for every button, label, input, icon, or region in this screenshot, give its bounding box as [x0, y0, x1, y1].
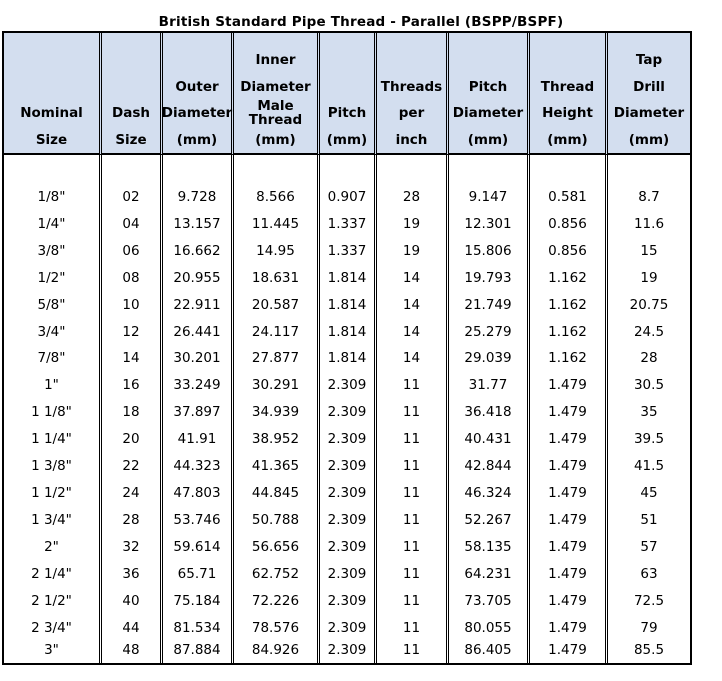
column-header-line: Diameter	[613, 105, 685, 121]
cell-tpi: 14	[377, 265, 449, 292]
column-header-line: Tap	[635, 52, 663, 68]
cell-tpi: 11	[377, 534, 449, 561]
cell-tpi: 11	[377, 561, 449, 588]
cell-inner: 62.752	[234, 561, 320, 588]
cell-height: 1.479	[530, 480, 608, 507]
cell-tpi: 19	[377, 238, 449, 265]
cell-inner: 30.291	[234, 372, 320, 399]
cell-height: 1.479	[530, 372, 608, 399]
cell-inner: 34.939	[234, 399, 320, 426]
cell-tap: 11.6	[633, 215, 665, 232]
table-row	[4, 426, 690, 453]
table-row	[4, 641, 690, 663]
cell-tap: 8.7	[638, 189, 660, 205]
table-header-row	[4, 33, 690, 155]
cell-pitch: 2.309	[320, 615, 377, 642]
table-row	[4, 453, 690, 480]
cell-nominal: 2 1/2"	[4, 588, 102, 615]
table-row	[4, 211, 690, 238]
cell-pitch_dia: 36.418	[449, 399, 530, 426]
cell-height: 0.856	[530, 211, 608, 238]
cell-pitch: 1.814	[320, 319, 377, 346]
cell-inner: 38.952	[234, 426, 320, 453]
spacer-cell	[320, 155, 377, 184]
cell-inner: 56.656	[234, 534, 320, 561]
cell-tpi: 11	[377, 372, 449, 399]
column-header-height	[530, 33, 608, 155]
column-header-line: (mm)	[547, 131, 588, 148]
cell-dash: 32	[102, 534, 163, 561]
cell-tap: 20.75	[629, 296, 669, 313]
column-header-line: Height	[542, 105, 593, 121]
cell-pitch: 2.309	[320, 453, 377, 480]
spacer-cell	[4, 155, 102, 184]
cell-nominal: 7/8"	[4, 345, 102, 372]
cell-height: 0.856	[530, 238, 608, 265]
cell-tap: 35	[640, 404, 658, 421]
cell-pitch_dia: 73.705	[449, 588, 530, 615]
cell-pitch_dia: 42.844	[449, 453, 530, 480]
cell-dash: 02	[102, 184, 163, 211]
cell-pitch: 2.309	[320, 426, 377, 453]
table-row	[4, 399, 690, 426]
cell-pitch_dia: 31.77	[449, 372, 530, 399]
column-header-pitch	[320, 33, 377, 155]
cell-height: 1.479	[530, 399, 608, 426]
cell-tpi: 11	[377, 453, 449, 480]
cell-nominal: 1/2"	[4, 265, 102, 292]
cell-height: 1.479	[530, 641, 608, 663]
cell-pitch_dia: 19.793	[449, 265, 530, 292]
column-header-line: Size	[115, 131, 147, 148]
cell-dash: 04	[102, 211, 163, 238]
table-row	[4, 507, 690, 534]
column-header-line: (mm)	[628, 131, 670, 148]
cell-tpi: 28	[377, 184, 449, 211]
cell-dash: 18	[102, 399, 163, 426]
column-header-line: Diameter	[452, 105, 524, 121]
column-header-line: Thread	[540, 78, 595, 95]
cell-height: 1.479	[530, 588, 608, 615]
cell-dash: 20	[102, 426, 163, 453]
cell-inner: 72.226	[234, 588, 320, 615]
table-row	[4, 345, 690, 372]
cell-tap: 28	[640, 350, 658, 367]
cell-height: 1.162	[530, 265, 608, 292]
cell-tap: 45	[640, 484, 658, 501]
spacer-cell	[234, 155, 320, 184]
column-header-outer	[163, 33, 234, 155]
cell-pitch_dia: 86.405	[449, 641, 530, 663]
column-header-line: Drill	[633, 78, 665, 95]
spacer-cell	[163, 155, 234, 184]
table-row	[4, 480, 690, 507]
cell-pitch: 2.309	[320, 480, 377, 507]
cell-height: 1.162	[530, 319, 608, 346]
column-header-line: (mm)	[326, 131, 368, 148]
cell-inner: 41.365	[234, 453, 320, 480]
column-header-line: (mm)	[255, 131, 296, 148]
cell-tap: 85.5	[633, 642, 665, 659]
cell-outer: 30.201	[163, 345, 234, 372]
cell-dash: 12	[102, 319, 163, 346]
cell-height: 0.581	[530, 184, 608, 211]
cell-outer: 41.91	[163, 426, 234, 453]
cell-pitch: 2.309	[320, 641, 377, 663]
cell-tap: 72.5	[633, 592, 665, 609]
bspp-thread-table	[2, 31, 692, 665]
cell-pitch_dia: 15.806	[449, 238, 530, 265]
cell-tap: 79	[640, 619, 658, 636]
cell-inner: 24.117	[234, 319, 320, 346]
cell-nominal: 2 1/4"	[4, 561, 102, 588]
column-header-line: Inner	[255, 52, 296, 68]
cell-outer: 81.534	[163, 615, 234, 642]
cell-outer: 33.249	[163, 372, 234, 399]
cell-pitch: 1.814	[320, 265, 377, 292]
cell-pitch_dia: 58.135	[449, 534, 530, 561]
column-header-nominal	[4, 33, 102, 155]
cell-pitch: 2.309	[320, 534, 377, 561]
cell-tap: 41.5	[633, 458, 665, 475]
cell-outer: 75.184	[163, 588, 234, 615]
cell-dash: 44	[102, 615, 163, 642]
cell-pitch: 1.814	[320, 292, 377, 319]
table-title: British Standard Pipe Thread - Parallel (BSPP/BSPF)	[158, 14, 564, 30]
cell-tap: 15	[640, 242, 658, 259]
cell-tpi: 11	[377, 588, 449, 615]
cell-dash: 28	[102, 507, 163, 534]
cell-height: 1.479	[530, 453, 608, 480]
spacer-cell	[530, 155, 608, 184]
cell-outer: 26.441	[163, 319, 234, 346]
table-row	[4, 588, 690, 615]
cell-tpi: 14	[377, 319, 449, 346]
cell-dash: 06	[102, 238, 163, 265]
table-row	[4, 265, 690, 292]
cell-tap: 39.5	[633, 431, 665, 448]
cell-nominal: 1 3/4"	[4, 507, 102, 534]
column-header-tap	[608, 33, 690, 155]
cell-dash: 36	[102, 561, 163, 588]
column-header-line: Pitch	[327, 105, 367, 121]
cell-pitch_dia: 64.231	[449, 561, 530, 588]
cell-outer: 47.803	[163, 480, 234, 507]
cell-tap: 63	[640, 565, 658, 582]
cell-inner: 18.631	[234, 265, 320, 292]
column-header-line: (mm)	[467, 131, 509, 148]
cell-dash: 08	[102, 265, 163, 292]
cell-tpi: 11	[377, 641, 449, 663]
column-header-line: Threads	[380, 78, 443, 95]
cell-tap: 24.5	[633, 323, 665, 340]
cell-tap: 19	[640, 269, 658, 286]
column-header-line: (mm)	[176, 131, 218, 148]
cell-tpi: 14	[377, 292, 449, 319]
spacer-cell	[102, 155, 163, 184]
cell-inner: 11.445	[234, 211, 320, 238]
column-header-tpi	[377, 33, 449, 155]
cell-height: 1.479	[530, 615, 608, 642]
cell-nominal: 1 3/8"	[4, 453, 102, 480]
cell-height: 1.162	[530, 345, 608, 372]
cell-tpi: 11	[377, 426, 449, 453]
cell-dash: 16	[102, 372, 163, 399]
cell-dash: 10	[102, 292, 163, 319]
cell-outer: 59.614	[163, 534, 234, 561]
cell-nominal: 1/8"	[4, 184, 102, 211]
cell-pitch_dia: 40.431	[449, 426, 530, 453]
column-header-line: Outer	[175, 78, 219, 95]
cell-outer: 53.746	[163, 507, 234, 534]
cell-height: 1.479	[530, 507, 608, 534]
cell-nominal: 3/4"	[4, 319, 102, 346]
cell-outer: 13.157	[163, 211, 234, 238]
cell-outer: 87.884	[163, 641, 234, 663]
cell-height: 1.479	[530, 534, 608, 561]
table-row	[4, 292, 690, 319]
cell-dash: 48	[102, 641, 163, 663]
column-header-line: Dash	[112, 105, 150, 121]
spacer-cell	[608, 155, 690, 184]
cell-pitch: 2.309	[320, 561, 377, 588]
cell-nominal: 3/8"	[4, 238, 102, 265]
table-row	[4, 615, 690, 642]
cell-pitch_dia: 46.324	[449, 480, 530, 507]
cell-outer: 20.955	[163, 265, 234, 292]
column-header-line: Size	[35, 131, 68, 148]
cell-dash: 24	[102, 480, 163, 507]
cell-tpi: 19	[377, 211, 449, 238]
cell-tap: 51	[640, 511, 658, 528]
cell-pitch: 1.814	[320, 345, 377, 372]
cell-inner: 78.576	[234, 615, 320, 642]
table-body	[4, 155, 690, 663]
column-header-pitch_dia	[449, 33, 530, 155]
cell-inner: 84.926	[234, 641, 320, 663]
cell-outer: 22.911	[163, 292, 234, 319]
cell-nominal: 5/8"	[4, 292, 102, 319]
cell-pitch: 2.309	[320, 399, 377, 426]
table-row	[4, 319, 690, 346]
cell-outer: 44.323	[163, 453, 234, 480]
cell-nominal: 3"	[4, 641, 102, 663]
cell-inner: 20.587	[234, 292, 320, 319]
cell-tpi: 11	[377, 480, 449, 507]
column-header-line: Diameter	[240, 78, 311, 95]
cell-inner: 50.788	[234, 507, 320, 534]
cell-dash: 22	[102, 453, 163, 480]
spacer-row	[4, 155, 690, 184]
column-header-line: Diameter	[161, 105, 233, 121]
cell-pitch: 2.309	[320, 507, 377, 534]
cell-pitch_dia: 12.301	[449, 211, 530, 238]
column-header-line: inch	[395, 131, 428, 148]
cell-pitch_dia: 25.279	[449, 319, 530, 346]
cell-tap: 57	[640, 538, 658, 555]
spacer-cell	[377, 155, 449, 184]
column-header-line: Pitch	[468, 78, 508, 95]
cell-outer: 9.728	[163, 184, 234, 211]
cell-pitch_dia: 52.267	[449, 507, 530, 534]
cell-inner: 8.566	[234, 184, 320, 211]
table-row	[4, 184, 690, 211]
cell-pitch_dia: 21.749	[449, 292, 530, 319]
column-header-inner	[234, 33, 320, 155]
cell-nominal: 2 3/4"	[4, 615, 102, 642]
table-row	[4, 238, 690, 265]
cell-tpi: 14	[377, 345, 449, 372]
cell-nominal: 1/4"	[4, 211, 102, 238]
cell-dash: 14	[102, 345, 163, 372]
cell-tpi: 11	[377, 615, 449, 642]
cell-pitch_dia: 9.147	[449, 184, 530, 211]
cell-inner: 27.877	[234, 345, 320, 372]
cell-pitch_dia: 80.055	[449, 615, 530, 642]
cell-nominal: 1 1/4"	[4, 426, 102, 453]
cell-height: 1.162	[530, 292, 608, 319]
cell-nominal: 1"	[4, 372, 102, 399]
cell-nominal: 1 1/8"	[4, 399, 102, 426]
cell-tpi: 11	[377, 507, 449, 534]
cell-tpi: 11	[377, 399, 449, 426]
cell-height: 1.479	[530, 426, 608, 453]
cell-outer: 37.897	[163, 399, 234, 426]
cell-pitch: 1.337	[320, 238, 377, 265]
cell-pitch: 0.907	[320, 184, 377, 211]
column-header-dash	[102, 33, 163, 155]
cell-dash: 40	[102, 588, 163, 615]
spacer-cell	[449, 155, 530, 184]
column-header-line: Male Thread	[248, 98, 303, 129]
table-row	[4, 534, 690, 561]
cell-pitch: 2.309	[320, 372, 377, 399]
cell-height: 1.479	[530, 561, 608, 588]
cell-nominal: 1 1/2"	[4, 480, 102, 507]
cell-pitch: 1.337	[320, 211, 377, 238]
cell-pitch: 2.309	[320, 588, 377, 615]
table-row	[4, 561, 690, 588]
table-row	[4, 372, 690, 399]
column-header-line: Nominal	[20, 105, 83, 121]
cell-nominal: 2"	[4, 534, 102, 561]
cell-outer: 65.71	[163, 561, 234, 588]
cell-inner: 14.95	[234, 238, 320, 265]
cell-inner: 44.845	[234, 480, 320, 507]
cell-outer: 16.662	[163, 238, 234, 265]
column-header-line: per	[398, 105, 425, 121]
cell-tap: 30.5	[633, 377, 665, 394]
cell-pitch_dia: 29.039	[449, 345, 530, 372]
